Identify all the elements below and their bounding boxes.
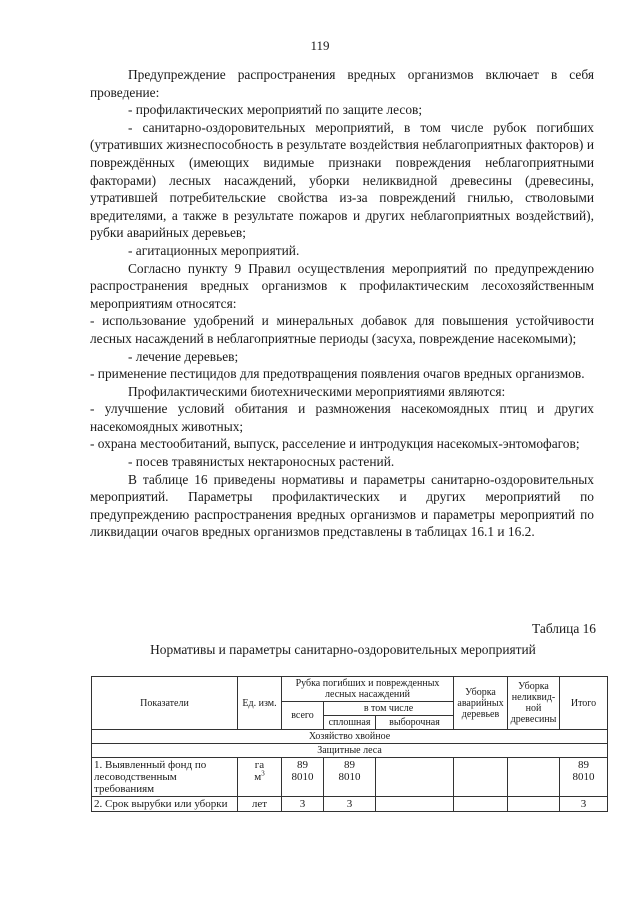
header-grand-total: Итого bbox=[560, 677, 608, 730]
header-clear: сплошная bbox=[324, 716, 376, 730]
row-unit bbox=[238, 758, 282, 797]
paragraph: Предупреждение распространения вредных организмов включает в себя проведение: bbox=[90, 67, 594, 100]
cell-value: 8010 bbox=[291, 771, 314, 783]
paragraph: - охрана местообитаний, выпуск, расселение и интродукция насекомых-энтомофагов; bbox=[90, 436, 580, 452]
table-section-row bbox=[92, 744, 608, 758]
cell-value: 89 bbox=[578, 759, 589, 771]
row-indicator: 2. Срок вырубки или уборки bbox=[92, 797, 238, 812]
header-total: всего bbox=[282, 702, 324, 730]
cell-value: 8010 bbox=[338, 771, 361, 783]
paragraph: - санитарно-оздоровительных мероприятий, в том числе рубок погибших (утративших жизнеспособность в результате воздействия неблагоприятных факторов) и повреждённых (имеющих видимые признаки повреждения неблагоприятными факторами) лесных насаждений, уборки неликвидной древесины (древесины, утратившей потребительские свойства из-за повреждений гнилью, стволовыми вредителями, а также в результате пожаров и других неблагоприятных воздействий), рубки аварийных деревьев; bbox=[90, 119, 594, 241]
header-selective: выборочная bbox=[376, 716, 454, 730]
cell-value: 8010 bbox=[572, 771, 595, 783]
row-grand-total: 3 bbox=[560, 797, 608, 812]
paragraph: В таблице 16 приведены нормативы и параметры санитарно-оздоровительных мероприятий. Параметры профилактических и других мероприятий по предупреждению распространения вредных организмов и параметры мероприятий по ликвидации очагов вредных организмов представлены в таблицах 16.1 и 16.2. bbox=[90, 471, 594, 540]
paragraph: Согласно пункту 9 Правил осуществления мероприятий по предупреждению распространения вредных организмов к профилактическим лесохозяйственным мероприятиям относятся: bbox=[90, 260, 594, 311]
table-label: Таблица 16 bbox=[532, 621, 596, 636]
row-emergency bbox=[454, 758, 508, 797]
cell-value: 89 bbox=[297, 759, 308, 771]
row-unit: лет bbox=[238, 797, 282, 812]
row-indicator: 1. Выявленный фонд по лесоводственным требованиям bbox=[92, 758, 238, 797]
unit-value: га bbox=[254, 759, 265, 771]
paragraph: - посев травянистых нектароносных растений. bbox=[128, 454, 395, 470]
table-row bbox=[92, 758, 608, 797]
unit-exponent: 3 bbox=[261, 769, 265, 778]
section-label: Хозяйство хвойное bbox=[92, 730, 608, 744]
paragraph: - использование удобрений и минеральных добавок для повышения устойчивости лесных насаждений в неблагоприятные периоды (засуха, повреждение насекомыми); bbox=[90, 313, 594, 346]
row-total bbox=[282, 758, 324, 797]
row-clear: 3 bbox=[324, 797, 376, 812]
norms-table bbox=[91, 676, 608, 812]
header-including: в том числе bbox=[324, 702, 454, 716]
cell-value: 89 bbox=[344, 759, 355, 771]
unit-value bbox=[240, 771, 279, 783]
row-emergency bbox=[454, 797, 508, 812]
table-title: Нормативы и параметры санитарно-оздоровительных мероприятий bbox=[150, 642, 536, 657]
header-emergency: Уборка аварийных деревьев bbox=[454, 677, 508, 730]
row-selective bbox=[376, 758, 454, 797]
row-selective bbox=[376, 797, 454, 812]
paragraph: - агитационных мероприятий. bbox=[128, 242, 300, 258]
page-number: 119 bbox=[310, 38, 330, 53]
table-header-row bbox=[92, 677, 608, 702]
unit-base: м bbox=[254, 771, 262, 783]
paragraph: - улучшение условий обитания и размножения насекомоядных птиц и других насекомоядных животных; bbox=[90, 401, 594, 434]
row-clear bbox=[324, 758, 376, 797]
header-unit: Ед. изм. bbox=[238, 677, 282, 730]
table-section-row bbox=[92, 730, 608, 744]
paragraph: Профилактическими биотехническими мероприятиями являются: bbox=[128, 383, 506, 399]
table-row bbox=[92, 797, 608, 812]
row-total: 3 bbox=[282, 797, 324, 812]
subsection-label: Защитные леса bbox=[92, 744, 608, 758]
paragraph: - лечение деревьев; bbox=[128, 348, 239, 364]
row-grand-total bbox=[560, 758, 608, 797]
body-text bbox=[90, 66, 594, 541]
row-illiquid bbox=[508, 797, 560, 812]
paragraph: - профилактических мероприятий по защите лесов; bbox=[128, 102, 423, 118]
header-felling: Рубка погибших и поврежденных лесных насаждений bbox=[282, 677, 454, 702]
header-indicator: Показатели bbox=[92, 677, 238, 730]
paragraph: - применение пестицидов для предотвращения появления очагов вредных организмов. bbox=[90, 366, 585, 382]
row-illiquid bbox=[508, 758, 560, 797]
header-illiquid: Уборка неликвид-ной древесины bbox=[508, 677, 560, 730]
